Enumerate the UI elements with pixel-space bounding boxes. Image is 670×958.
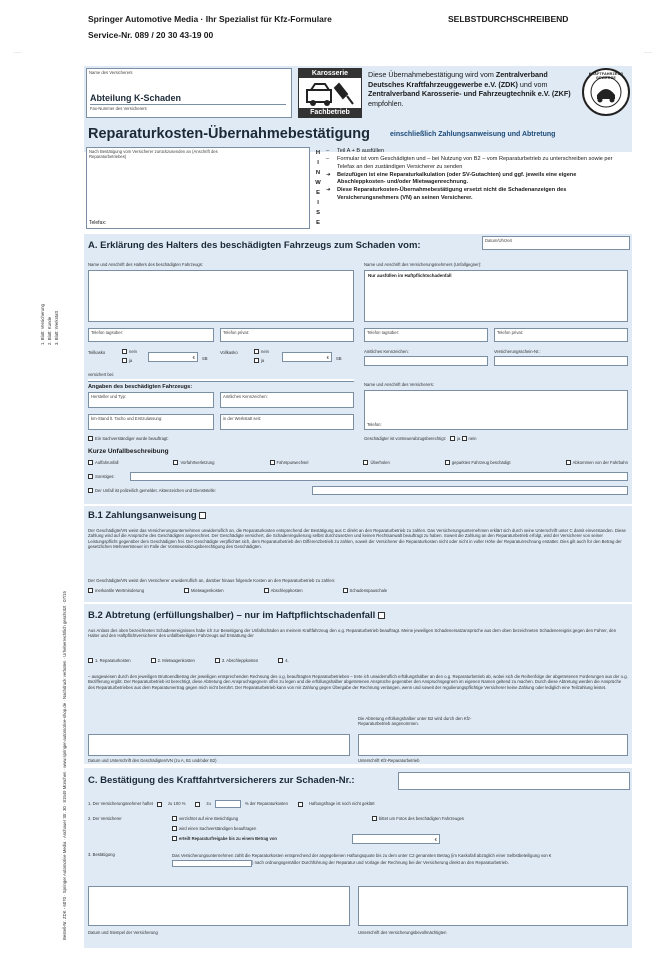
section-a-title: A. Erklärung des Halters des beschädigten Fahrzeugs zum Schaden vom:: [88, 240, 421, 251]
hinweise-letter: H: [315, 150, 321, 156]
form-title: Reparaturkosten-Übernahmebestätigung: [88, 126, 370, 142]
hinweis-item: ➜ Diese Reparaturkosten-Übernahmebestätigung ersetzt nicht die Schadenanzeigen des Versicherungsnehmers (VN) an seinen Versicherer.: [326, 187, 567, 201]
vn-label: Name und Anschrift des Versicherungsnehmers (Unfallgegner):: [364, 262, 482, 267]
confirmation-label: 3. Bestätigung: [88, 852, 115, 857]
insurer-address-field[interactable]: Telefon:: [364, 390, 628, 430]
b2-items: [88, 658, 628, 663]
expert-checkbox[interactable]: Ein Sachverständiger wurde beauftragt:: [88, 436, 169, 441]
confirmation-text: Das Versicherungsunternehmen zahlt die Reparaturkosten entsprechend der angegebenen Haftungsquote bis zu dem unter C2 genannten Betrag (im Kaskofall abzüglich einer Selbstbeteiligung von €) nach ordnungsgemäßer Durchführung der Reparatur und Vorlage der Rechnung bei der Versicherung direkt an den Reparaturbetrieb.: [172, 853, 552, 866]
hinweise-letter: N: [315, 170, 321, 176]
form-subtitle: einschließlich Zahlungsanweisung und Abtretung: [390, 131, 556, 138]
checkbox-option[interactable]: 2. Mietwagenkosten: [151, 658, 195, 663]
return-address-label: Nach Bestätigung vom Versicherer zurückzusenden an (Anschrift des Reparaturbetriebes): [89, 149, 218, 159]
imprint: Bestell-Nr. ZDK - 6070 · Springer Automotive Media · Aschauer Str. 30 · 81549 München · www.springer-automotive-shop.de · Nachdruck verboten · Urheberrechtlich geschützt · 07/15: [62, 591, 67, 940]
tel-private-field[interactable]: Telefon privat:: [220, 328, 354, 342]
holder-label: Name und Anschrift des Halters des beschädigten Fahrzeugs:: [88, 262, 203, 267]
c-sig-right-label: Unterschrift des Versicherungsbevollmächtigten: [358, 930, 447, 935]
section-c-title: C. Bestätigung des Kraftfahrtversicherers zur Schaden-Nr.:: [88, 775, 355, 786]
b1-items: [88, 588, 628, 593]
vollkasko-yes[interactable]: ja: [254, 358, 264, 363]
claim-number-field[interactable]: [398, 772, 630, 790]
vat-question[interactable]: Geschädigter ist vorsteuerabzugsberechtigt: ja nein: [364, 436, 477, 441]
copy-label-2: 2. Blatt: Kunde: [47, 316, 52, 345]
liability-row: 1. Der Versicherungsnehmer haftet zu 100 % zu % der Reparaturkosten Haftungsfrage ist noch nicht geklärt: [88, 801, 375, 807]
police-field[interactable]: [312, 486, 628, 495]
c-option-2[interactable]: wird einen Sachverständigen beauftragen: [172, 826, 256, 831]
policy-label: Versicherungsschein-Nr.:: [494, 349, 541, 354]
section-b2-title: B.2 Abtretung (erfüllungshalber) – nur im Haftpflichtschadenfall: [88, 610, 387, 621]
release-amount-field[interactable]: €: [352, 834, 440, 844]
hinweis-item: ➜ Beizufügen ist eine Reparaturkalkulation (oder SV-Gutachten) und ggf. jeweils eine eigene Abschleppkosten- und/oder Mietwagenrechnung.: [326, 171, 577, 186]
teilkasko-label: Teilkasko: [88, 350, 106, 355]
teilkasko-no[interactable]: nein: [122, 349, 137, 354]
publisher-line: Springer Automotive Media · Ihr Spezialist für Kfz-Formulare: [88, 14, 332, 24]
carbonless-tag: SELBSTDURCHSCHREIBEND: [448, 14, 569, 24]
b2-signature-customer[interactable]: [88, 734, 350, 756]
vollkasko-no[interactable]: nein: [254, 349, 269, 354]
telefax-label: Telefax:: [89, 220, 107, 226]
vollkasko-amount[interactable]: €: [282, 352, 332, 362]
hinweise-letter: W: [315, 180, 321, 186]
checkbox-option[interactable]: Auffahrunfall: [88, 460, 118, 465]
b2-paragraph: Aus Anlass des oben bezeichneten Schadenereignisses habe ich zur Beseitigung der Unfallschäden an meinem Kraftfahrzeug den o.g. Reparaturbetrieb beauftragt. Meine jeweiligen Schadenersatzansprüche aus dem oben bezeichneten Schadenereignis gegen den Fahrer, den Halter und den Haftpflichtversicherer des unfallbeteiligten Fahrzeugs auf Erstattung der: [88, 628, 617, 639]
hinweise-letter: E: [316, 190, 320, 196]
car-repair-icon: [299, 78, 361, 110]
checkbox-option[interactable]: 3. Abschleppkosten: [215, 658, 258, 663]
vn-tel-day-field[interactable]: Telefon tagsüber:: [364, 328, 488, 342]
km-field[interactable]: km-Stand lt. Tacho und Erstzulassung:: [88, 414, 214, 430]
vn-plate-field[interactable]: [364, 356, 488, 366]
section-b1-title: B.1 Zahlungsanweisung: [88, 510, 208, 521]
tel-day-field[interactable]: Telefon tagsüber:: [88, 328, 214, 342]
checkbox-option[interactable]: Fahrspurwechsel: [270, 460, 309, 465]
hinweise-letter: E: [316, 220, 320, 226]
holder-address-field[interactable]: [88, 270, 354, 322]
c-option-3[interactable]: erteilt Reparaturfreigabe bis zu einem Betrag von: [172, 836, 277, 841]
teilkasko-sb: SB: [202, 356, 208, 361]
copy-label-1: 1. Blatt: Versicherung: [40, 304, 45, 345]
checkbox-option[interactable]: Überholen: [363, 460, 389, 465]
fold-mark-left: ····: [14, 50, 22, 56]
vn-address-field[interactable]: Nur ausfüllen im Haftpflichtschadenfall: [364, 270, 628, 322]
checkbox-option[interactable]: 4.: [278, 658, 289, 663]
other-checkbox[interactable]: Sonstiges:: [88, 474, 115, 479]
hinweise-letters: [314, 148, 322, 228]
insurer-name-box[interactable]: [86, 68, 292, 118]
recommendation-text: Diese Übernahmebestätigung wird vom Zentralverband Deutsches Kraftfahrzeuggewerbe e.V. (ZDK) und vom Zentralverband Karosserie- und Fahrzeugtechnik e.V. (ZKF) empfohlen.: [368, 70, 571, 109]
vollkasko-label: Vollkasko: [220, 350, 238, 355]
c-option-photos[interactable]: bittet um Fotos des beschädigten Fahrzeuges: [372, 816, 464, 821]
workshop-since-field[interactable]: in der Werkstatt seit:: [220, 414, 354, 430]
policy-field[interactable]: [494, 356, 628, 366]
hinweis-item: – Teil A + B ausfüllen: [326, 148, 385, 154]
b2-signature-workshop[interactable]: [358, 734, 628, 756]
c-stamp-field[interactable]: [88, 886, 350, 926]
plate-field[interactable]: Amtliches Kennzeichen:: [220, 392, 354, 408]
insurer-actions-label: 2. Der Versicherer: [88, 816, 122, 821]
checkbox-option[interactable]: Vorfahrtverletzung: [173, 460, 214, 465]
checkbox-option[interactable]: Mietwagenkosten: [184, 588, 224, 593]
teilkasko-yes[interactable]: ja: [122, 358, 132, 363]
hinweise-letter: I: [317, 160, 319, 166]
accident-types: [88, 460, 628, 465]
checkbox-option[interactable]: 1. Reparaturkosten: [88, 658, 131, 663]
b2-sig-right-label: Unterschrift Kfz-Reparaturbetrieb: [358, 758, 420, 763]
police-checkbox[interactable]: Der Unfall ist polizeilich gemeldet. Aktenzeichen und Dienststelle:: [88, 488, 216, 493]
vn-plate-label: Amtliches Kennzeichen:: [364, 349, 409, 354]
hinweis-item: – Formular ist vom Geschädigten und – bei Nutzung von B2 – vom Reparaturbetrieb zu unterschreiben sowie per Telefax an den zuständigen Versicherer zu senden: [326, 156, 613, 170]
teilkasko-amount[interactable]: €: [148, 352, 198, 362]
fold-mark-right: ····: [644, 50, 652, 56]
kfz-gewerbe-seal: KRAFTFAHRZEUG GEWERBE: [582, 68, 630, 116]
c-sig-left-label: Datum und Stempel der Versicherung: [88, 930, 158, 935]
vn-tel-private-field[interactable]: Telefon privat:: [494, 328, 628, 342]
damage-date-field[interactable]: Datum/Uhrzeit: [482, 236, 630, 250]
return-address-box[interactable]: [86, 147, 310, 229]
other-field[interactable]: [130, 472, 628, 481]
checkbox-option[interactable]: Abkommen von der Fahrbahn: [566, 460, 628, 465]
b1-paragraph-2: Der Geschädigte/VN weist den Versicherer unwiderruflich an, darüber hinaus folgende Kosten an den Reparaturbetrieb zu zahlen:: [88, 578, 336, 583]
checkbox-option[interactable]: geparktes Fahrzeug beschädigt: [445, 460, 511, 465]
insured-with-field[interactable]: [88, 379, 354, 382]
checkbox-option[interactable]: Schadenspauschale: [343, 588, 388, 593]
b2-sig-left-label: Datum und Unterschrift des Geschädigten/VN (zu A, B1 und/oder B2): [88, 758, 217, 763]
b2-paragraph-2: – ausgewiesen durch den jeweiligen Bruttoendbetrag der jeweiligen entsprechenden Rechnung des o.g. beauftragten Reparaturbetriebes – trete ich unwiderruflich erfüllungshalber an den o.g. Reparaturbetrieb ab, wobei sich die Reihenfolge der abgetretenen Forderungen aus der o.g. Bezifferung ergibt. Der Reparaturbetrieb ist berechtigt, diese Abtretung den Anspruchsgegnern offen zu legen und die erfüllungshalber abgetretenen Ansprüche gegenüber den Anspruchsgegnern im eigenen Namen geltend zu machen. Durch diese Abtretung werden die Ansprüche des Reparaturbetriebes aus dem Reparaturvertrag gegen mich nicht berührt. Der Reparaturbetrieb kann von mir Zahlung gegen Übergabe der Rechnung verlangen, wenn und soweit der regulierungspflichtige Versicherer keine Zahlung oder lediglich eine Teilzahlung leistet.: [88, 674, 628, 690]
b1-paragraph: Der Geschädigte/VN weist das Versicherungsunternehmen unwiderruflich an, die Reparaturkosten entsprechend der Bestätigung aus C direkt an den Reparaturbetrieb zu zahlen. Das Versicherungsunternehmen erklärt sich durch seine Unterschrift unter C damit einverstanden. Diese Zahlung wird auf die Ansprüche des Geschädigten angerechnet. Der Geschädigte versichert, die Schadenregulierung selbst durchzusetzen und keinen Rechtsanwalt beauftragt zu haben. Soweit die Zahlung an den Reparaturbetrieb erfolgt, wird der Versicherer von seiner Leistungspflicht gegenüber dem Geschädigten frei. Der Geschädigte verpflichtet sich, dem Reparaturbetrieb den Differenzbetrieb zu zahlen, soweit der Versicherer die Reparaturkosten nicht oder nicht in voller Höhe der Reparaturrechnung erstattet. Dies gilt auch für den Betrag der gesetzlichen Mehrwertsteuer im Falle der Vorsteuerabzugsberechtigung des Geschädigten.: [88, 528, 626, 550]
vollkasko-sb: SB: [336, 356, 342, 361]
checkbox-option[interactable]: Abschleppkosten: [264, 588, 303, 593]
checkbox-option[interactable]: merkantile Wertminderung: [88, 588, 144, 593]
department: Abteilung K-Schaden: [90, 93, 182, 103]
hinweise-letter: S: [316, 210, 320, 216]
b2-accept: Die Abtretung erfüllungshalber unter B2 wird durch den Kfz-Reparaturbetrieb angenommen.: [358, 716, 472, 727]
c-signature-field[interactable]: [358, 886, 628, 926]
insurer-name-label: Name des Versicherers: [89, 70, 133, 75]
hinweise-letter: I: [317, 200, 319, 206]
service-number: Service-Nr. 089 / 20 30 43-19 00: [88, 30, 214, 40]
accident-heading: Kurze Unfallbeschreibung: [88, 448, 169, 455]
maker-field[interactable]: Hersteller und Typ:: [88, 392, 214, 408]
vehicle-heading: Angaben des beschädigten Fahrzeugs:: [88, 384, 193, 390]
insured-with-label: versichert bei:: [88, 372, 115, 377]
karosserie-logo: Karosserie Fachbetrieb: [298, 68, 362, 118]
hinweise-list: [326, 148, 626, 203]
copy-label-3: 3. Blatt: Werkstatt: [54, 311, 59, 345]
c-option-1[interactable]: verzichtet auf eine Besichtigung: [172, 816, 238, 821]
insurer-addr-label: Name und Anschrift des Versicherers:: [364, 382, 435, 387]
fax-label: Fax-Nummer des Versicherers: [90, 106, 147, 111]
